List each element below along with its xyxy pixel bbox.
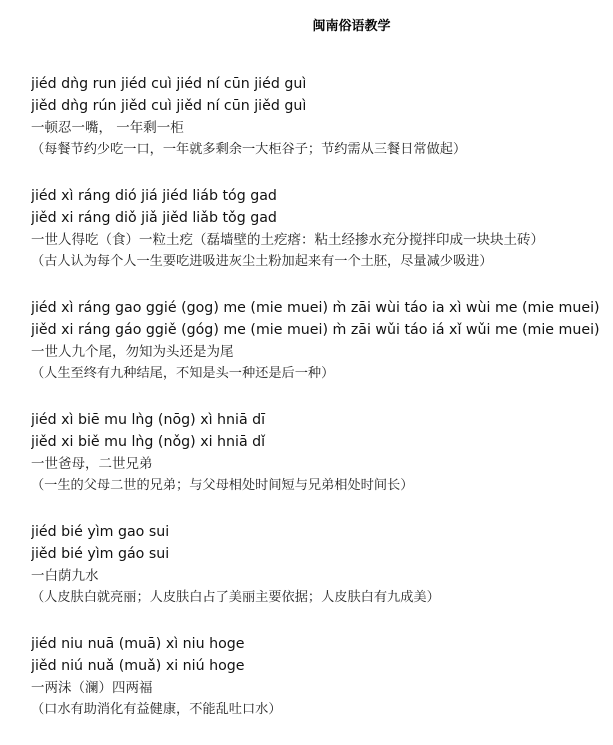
romanization-line: jiéd xì ráng gao ggié (gog) me (mie muei) m̀ zāi wùi táo ia xì wùi me (mie muei): [31, 300, 600, 316]
chinese-proverb: 一世人九个尾，勿知为头还是为尾: [31, 344, 234, 360]
tone-marked-line: jiěd xi biě mu lǹg (nǒg) xi hniā dǐ: [31, 434, 266, 450]
proverb-explanation: （古人认为每个人一生要吃进吸进灰尘土粉加起来有一个土胚，尽量减少吸进）: [31, 254, 493, 269]
romanization-line: jiéd niu nuā (muā) xì niu hoge: [31, 636, 245, 652]
chinese-proverb: 一世人得吃（食）一粒土疙（磊墙壁的土疙瘩：粘土经掺水充分搅拌印成一块块土砖）: [31, 232, 544, 248]
proverb-entry: [31, 409, 609, 521]
romanization-line: jiéd bié yìm gao sui: [31, 524, 170, 540]
chinese-proverb: 一顿忍一嘴， 一年剩一柜: [31, 120, 184, 136]
proverb-entry: [31, 521, 609, 633]
proverb-explanation: （人皮肤白就亮丽；人皮肤白占了美丽主要依据；人皮肤白有九成美）: [31, 590, 440, 605]
romanization-line: jiéd xì biē mu lǹg (nōg) xì hniā dī: [31, 412, 266, 428]
proverb-entry: [31, 185, 609, 297]
proverb-entry: [31, 73, 609, 185]
chinese-proverb: 一世爸母，二世兄弟: [31, 456, 153, 472]
tone-marked-line: jiěd xi ráng diǒ jiǎ jiěd liǎb tǒg gad: [31, 210, 277, 226]
tone-marked-line: jiěd xi ráng gáo ggiě (góg) me (mie muei) m̀ zāi wǔi táo iá xǐ wǔi me (mie muei): [31, 322, 600, 338]
proverb-explanation: （人生至终有九种结尾，不知是头一种还是后一种）: [31, 366, 335, 381]
proverb-explanation: （一生的父母二世的兄弟；与父母相处时间短与兄弟相处时间长）: [31, 478, 414, 493]
tone-marked-line: jiěd bié yìm gáo sui: [31, 546, 170, 562]
tone-marked-line: jiěd dǹg rún jiěd cuì jiěd ní cūn jiěd guì: [31, 98, 307, 114]
proverb-list: [31, 73, 609, 745]
proverb-explanation: （口水有助消化有益健康，不能乱吐口水）: [31, 702, 282, 717]
proverb-entry: [31, 297, 609, 409]
proverb-entry: [31, 633, 609, 745]
chinese-proverb: 一白荫九水: [31, 568, 99, 584]
proverb-explanation: （每餐节约少吃一口，一年就多剩余一大柜谷子；节约需从三餐日常做起）: [31, 142, 467, 157]
tone-marked-line: jiěd niú nuǎ (muǎ) xi niú hoge: [31, 658, 245, 674]
romanization-line: jiéd xì ráng dió jiá jiéd liáb tóg gad: [31, 188, 277, 204]
romanization-line: jiéd dǹg run jiéd cuì jiéd ní cūn jiéd guì: [31, 76, 307, 92]
chinese-proverb: 一两沬（澜）四两福: [31, 680, 153, 696]
document-title: 闽南俗语教学: [312, 19, 391, 34]
